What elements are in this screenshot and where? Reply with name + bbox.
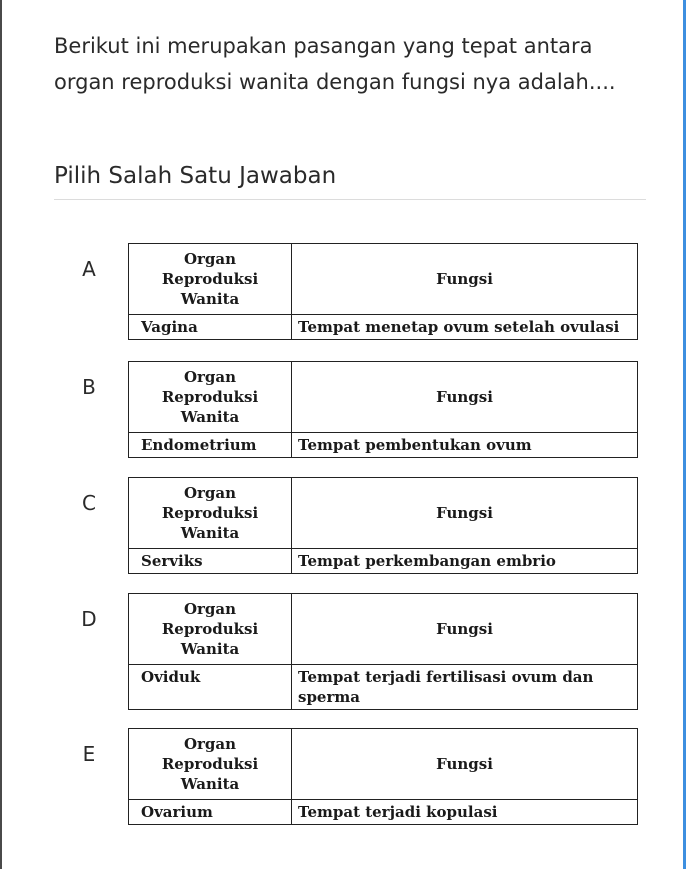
cell-fungsi: Tempat menetap ovum setelah ovulasi <box>292 315 638 340</box>
header-fungsi: Fungsi <box>292 362 638 433</box>
header-fungsi: Fungsi <box>292 244 638 315</box>
header-organ: Organ Reproduksi Wanita <box>129 478 292 549</box>
scrollbar-track[interactable] <box>683 0 686 869</box>
header-organ: Organ Reproduksi Wanita <box>129 729 292 800</box>
left-border <box>0 0 2 869</box>
header-organ: Organ Reproduksi Wanita <box>129 362 292 433</box>
option-table <box>128 361 638 458</box>
cell-organ: Vagina <box>129 315 292 340</box>
divider <box>54 199 646 200</box>
answer-prompt: Pilih Salah Satu Jawaban <box>54 163 337 189</box>
option-table <box>128 593 638 710</box>
option-letter[interactable]: D <box>81 607 97 631</box>
header-fungsi: Fungsi <box>292 478 638 549</box>
header-fungsi: Fungsi <box>292 594 638 665</box>
cell-fungsi: Tempat perkembangan embrio <box>292 549 638 574</box>
option-letter[interactable]: E <box>82 742 96 766</box>
cell-fungsi: Tempat terjadi kopulasi <box>292 800 638 825</box>
header-organ: Organ Reproduksi Wanita <box>129 244 292 315</box>
option-table <box>128 728 638 825</box>
cell-fungsi: Tempat pembentukan ovum <box>292 433 638 458</box>
header-organ: Organ Reproduksi Wanita <box>129 594 292 665</box>
cell-organ: Endometrium <box>129 433 292 458</box>
cell-organ: Oviduk <box>129 665 292 710</box>
question-text: Berikut ini merupakan pasangan yang tepat antara organ reproduksi wanita dengan fungsi nya adalah.... <box>54 34 616 94</box>
option-table <box>128 243 638 340</box>
cell-fungsi: Tempat terjadi fertilisasi ovum dan sperma <box>292 665 638 710</box>
option-letter[interactable]: A <box>82 257 96 281</box>
cell-organ: Serviks <box>129 549 292 574</box>
option-letter[interactable]: B <box>82 375 96 399</box>
option-table <box>128 477 638 574</box>
option-letter[interactable]: C <box>82 491 96 515</box>
cell-organ: Ovarium <box>129 800 292 825</box>
header-fungsi: Fungsi <box>292 729 638 800</box>
